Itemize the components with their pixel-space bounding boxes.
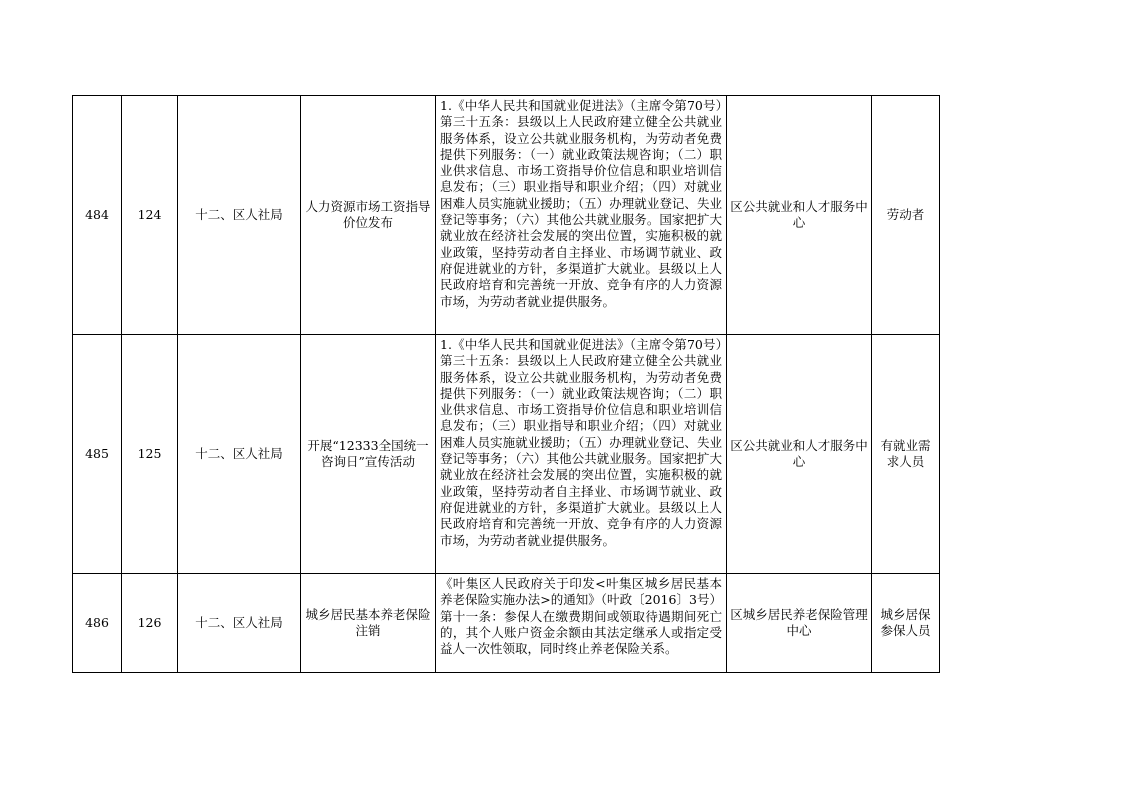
seq-cell: 485 <box>73 335 122 574</box>
department-cell: 十二、区人社局 <box>178 96 301 335</box>
table-row <box>73 96 940 335</box>
department-cell: 十二、区人社局 <box>178 574 301 673</box>
target-cell: 劳动者 <box>872 96 940 335</box>
seq-cell: 486 <box>73 574 122 673</box>
agency-cell: 区公共就业和人才服务中心 <box>727 96 872 335</box>
sub-seq-cell: 125 <box>122 335 178 574</box>
target-cell: 有就业需求人员 <box>872 335 940 574</box>
item-name-cell: 开展“12333全国统一咨询日”宣传活动 <box>301 335 436 574</box>
table-row <box>73 335 940 574</box>
department-cell: 十二、区人社局 <box>178 335 301 574</box>
target-cell: 城乡居保参保人员 <box>872 574 940 673</box>
legal-basis-cell: 1.《中华人民共和国就业促进法》（主席令第70号）第三十五条：县级以上人民政府建立健全公共就业服务体系，设立公共就业服务机构，为劳动者免费提供下列服务：（一）就业政策法规咨询；（二）职业供求信息、市场工资指导价位信息和职业培训信息发布；（三）职业指导和职业介绍；（四）对就业困难人员实施就业援助；（五）办理就业登记、失业登记等事务；（六）其他公共就业服务。国家把扩大就业放在经济社会发展的突出位置，实施积极的就业政策，坚持劳动者自主择业、市场调节就业、政府促进就业的方针，多渠道扩大就业。县级以上人民政府培育和完善统一开放、竞争有序的人力资源市场，为劳动者就业提供服务。 <box>436 335 727 574</box>
agency-cell: 区城乡居民养老保险管理中心 <box>727 574 872 673</box>
agency-cell: 区公共就业和人才服务中心 <box>727 335 872 574</box>
table-row <box>73 574 940 673</box>
item-name-cell: 城乡居民基本养老保险注销 <box>301 574 436 673</box>
service-items-table <box>72 95 940 673</box>
legal-basis-cell: 《叶集区人民政府关于印发<叶集区城乡居民基本养老保险实施办法>的通知》（叶政〔2016〕3号）第十一条：参保人在缴费期间或领取待遇期间死亡的，其个人账户资金余额由其法定继承人或指定受益人一次性领取，同时终止养老保险关系。 <box>436 574 727 673</box>
legal-basis-cell: 1.《中华人民共和国就业促进法》（主席令第70号）第三十五条：县级以上人民政府建立健全公共就业服务体系，设立公共就业服务机构，为劳动者免费提供下列服务：（一）就业政策法规咨询；（二）职业供求信息、市场工资指导价位信息和职业培训信息发布；（三）职业指导和职业介绍；（四）对就业困难人员实施就业援助；（五）办理就业登记、失业登记等事务；（六）其他公共就业服务。国家把扩大就业放在经济社会发展的突出位置，实施积极的就业政策，坚持劳动者自主择业、市场调节就业、政府促进就业的方针，多渠道扩大就业。县级以上人民政府培育和完善统一开放、竞争有序的人力资源市场，为劳动者就业提供服务。 <box>436 96 727 335</box>
sub-seq-cell: 126 <box>122 574 178 673</box>
seq-cell: 484 <box>73 96 122 335</box>
item-name-cell: 人力资源市场工资指导价位发布 <box>301 96 436 335</box>
sub-seq-cell: 124 <box>122 96 178 335</box>
